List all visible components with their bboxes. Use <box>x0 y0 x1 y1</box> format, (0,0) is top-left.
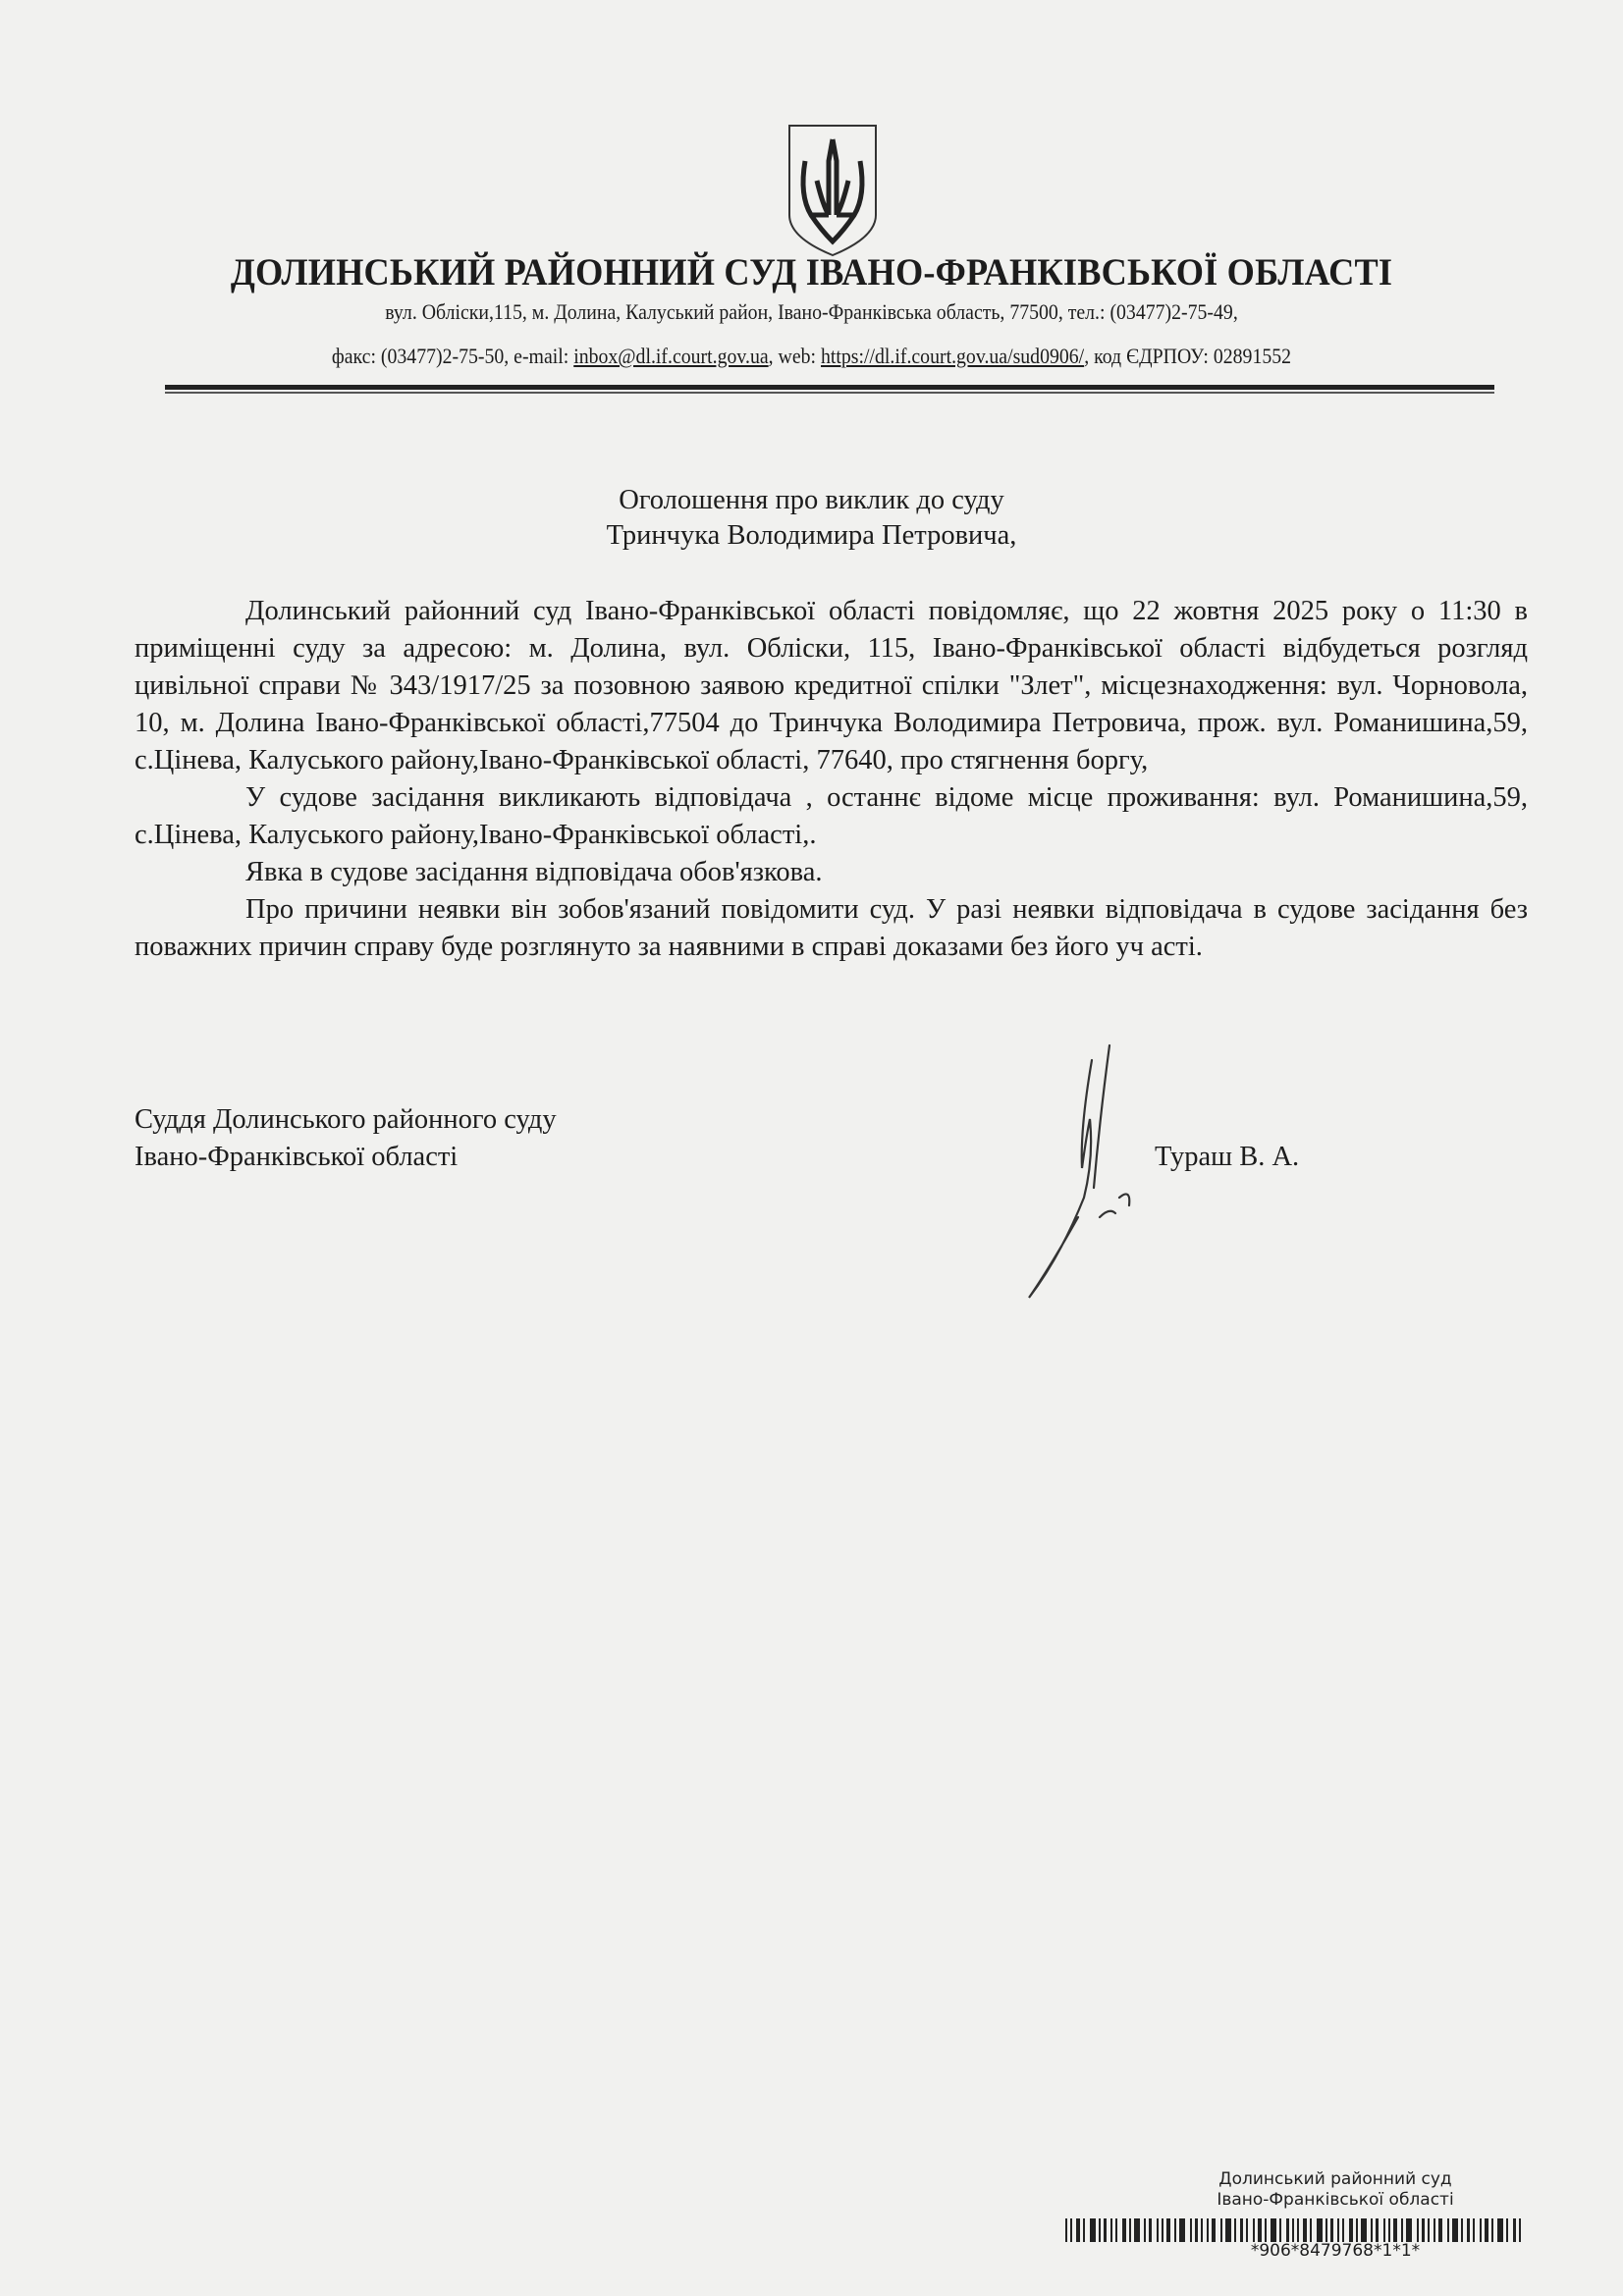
barcode-bar <box>1099 2218 1101 2242</box>
paragraph: Про причини неявки він зобов'язаний повідомити суд. У разі неявки відповідача в судове засідання без поважних причин справу буде розглянуто за наявними в справі доказами без його уч асті. <box>135 894 1528 962</box>
barcode-bar <box>1065 2218 1067 2242</box>
barcode-bar <box>1317 2218 1323 2242</box>
fax-label: факс: (03477)2-75-50, e-mail: <box>331 344 574 368</box>
barcode-bar <box>1271 2218 1276 2242</box>
header-divider <box>165 385 1494 390</box>
barcode-bar <box>1246 2218 1248 2242</box>
barcode-bar <box>1506 2218 1508 2242</box>
barcode-bar <box>1513 2218 1516 2242</box>
barcode-bar <box>1225 2218 1231 2242</box>
barcode-bar <box>1310 2218 1312 2242</box>
barcode-bar <box>1090 2218 1096 2242</box>
barcode-bar <box>1253 2218 1255 2242</box>
barcode-bar <box>1371 2218 1373 2242</box>
barcode-bar <box>1110 2218 1112 2242</box>
barcode-bar <box>1491 2218 1493 2242</box>
barcode-bar <box>1190 2218 1192 2242</box>
web-link[interactable]: https://dl.if.court.gov.ua/sud0906/ <box>820 344 1085 368</box>
barcode-bar <box>1292 2218 1294 2242</box>
barcode-number: *906*8479768*1*1* <box>1250 2241 1421 2261</box>
barcode-bar <box>1452 2218 1458 2242</box>
barcode-bar <box>1234 2218 1236 2242</box>
barcode-bar <box>1376 2218 1379 2242</box>
barcode-bar <box>1157 2218 1159 2242</box>
barcode-bar <box>1144 2218 1146 2242</box>
barcode-bar <box>1207 2218 1209 2242</box>
barcode-bar <box>1417 2218 1419 2242</box>
email-link[interactable]: inbox@dl.if.court.gov.ua <box>573 344 769 368</box>
barcode-bar <box>1201 2218 1203 2242</box>
barcode-bar <box>1134 2218 1140 2242</box>
barcode-bar <box>1195 2218 1198 2242</box>
barcode <box>1065 2218 1524 2242</box>
court-contacts <box>97 344 1526 369</box>
barcode-bar <box>1104 2218 1107 2242</box>
barcode-bar <box>1447 2218 1449 2242</box>
paragraph: Долинський районний суд Івано-Франківської області повідомляє, що 22 жовтня 2025 року о 11:30 в приміщенні суду за адресою: м. Долина, вул. Обліски, 115, Івано-Франківської області відбудеться розгляд цивільної справи № 343/1917/25 за позовною заявою кредитної спілки "Злет", місцезнаходження: вул. Чорновола, 10, м. Долина Івано-Франківської області,77504 до Тринчука Володимира Петровича, прож. вул. Романишина,59, с.Цінева, Калуського району,Івано-Франківської області, 77640, про стягнення боргу, <box>135 596 1528 775</box>
barcode-bar <box>1349 2218 1353 2242</box>
judge-title-line: Івано-Франківської області <box>135 1142 459 1172</box>
barcode-bar <box>1162 2218 1163 2242</box>
barcode-bar <box>1122 2218 1126 2242</box>
judge-name: Тураш В. А. <box>1155 1142 1300 1172</box>
barcode-bar <box>1406 2218 1412 2242</box>
barcode-bar <box>1467 2218 1470 2242</box>
court-address: вул. Обліски,115, м. Долина, Калуський район, Івано-Франківська область, 77500, тел.: (03477)2-75-49, <box>385 299 1238 324</box>
barcode-bar <box>1388 2218 1390 2242</box>
barcode-bar <box>1422 2218 1425 2242</box>
barcode-bar <box>1361 2218 1367 2242</box>
barcode-bar <box>1337 2218 1339 2242</box>
barcode-bar <box>1149 2218 1152 2242</box>
barcode-bar <box>1083 2218 1085 2242</box>
stamp-line: Долинський районний суд <box>1218 2169 1452 2189</box>
handwritten-signature <box>1021 1041 1159 1306</box>
barcode-bar <box>1303 2218 1307 2242</box>
barcode-bar <box>1129 2218 1131 2242</box>
barcode-bar <box>1070 2218 1072 2242</box>
barcode-bar <box>1438 2218 1442 2242</box>
barcode-bar <box>1258 2218 1262 2242</box>
barcode-bar <box>1485 2218 1488 2242</box>
barcode-bar <box>1174 2218 1176 2242</box>
barcode-bar <box>1286 2218 1289 2242</box>
court-name: ДОЛИНСЬКИЙ РАЙОННИЙ СУД ІВАНО-ФРАНКІВСЬКОЇ ОБЛАСТІ <box>230 251 1393 294</box>
paragraph: Явка в судове засідання відповідача обов'язкова. <box>245 857 823 887</box>
header-divider-thin <box>165 392 1494 394</box>
barcode-bar <box>1166 2218 1170 2242</box>
barcode-bar <box>1401 2218 1403 2242</box>
barcode-bar <box>1240 2218 1243 2242</box>
barcode-bar <box>1393 2218 1397 2242</box>
web-label: , web: <box>768 344 821 368</box>
barcode-bar <box>1179 2218 1185 2242</box>
stamp-line: Івано-Франківської області <box>1217 2190 1454 2210</box>
barcode-bar <box>1480 2218 1482 2242</box>
registration-stamp <box>1129 2169 1542 2211</box>
barcode-bar <box>1297 2218 1299 2242</box>
barcode-bar <box>1265 2218 1267 2242</box>
announcement-body <box>135 593 1528 966</box>
edrpou-code: , код ЄДРПОУ: 02891552 <box>1084 344 1292 368</box>
barcode-bar <box>1115 2218 1117 2242</box>
judge-title <box>135 1101 557 1176</box>
barcode-bar <box>1428 2218 1430 2242</box>
barcode-bar <box>1220 2218 1222 2242</box>
barcode-bar <box>1330 2218 1333 2242</box>
barcode-bar <box>1325 2218 1327 2242</box>
coat-of-arms-icon <box>785 122 880 257</box>
barcode-bar <box>1461 2218 1463 2242</box>
announcement-addressee: Тринчука Володимира Петровича, <box>606 520 1017 551</box>
barcode-bar <box>1212 2218 1216 2242</box>
barcode-bar <box>1383 2218 1385 2242</box>
barcode-bar <box>1434 2218 1435 2242</box>
barcode-bar <box>1342 2218 1344 2242</box>
paragraph: У судове засідання викликають відповідача , останнє відоме місце проживання: вул. Романишина,59, с.Цінева, Калуського району,Івано-Франківської області,. <box>135 782 1528 850</box>
judge-title-line: Суддя Долинського районного суду <box>135 1104 557 1135</box>
barcode-bar <box>1279 2218 1281 2242</box>
announcement-title: Оголошення про виклик до суду <box>619 485 1004 515</box>
barcode-bar <box>1497 2218 1503 2242</box>
barcode-bar <box>1519 2218 1521 2242</box>
barcode-bar <box>1473 2218 1475 2242</box>
barcode-bar <box>1356 2218 1358 2242</box>
barcode-bar <box>1076 2218 1080 2242</box>
